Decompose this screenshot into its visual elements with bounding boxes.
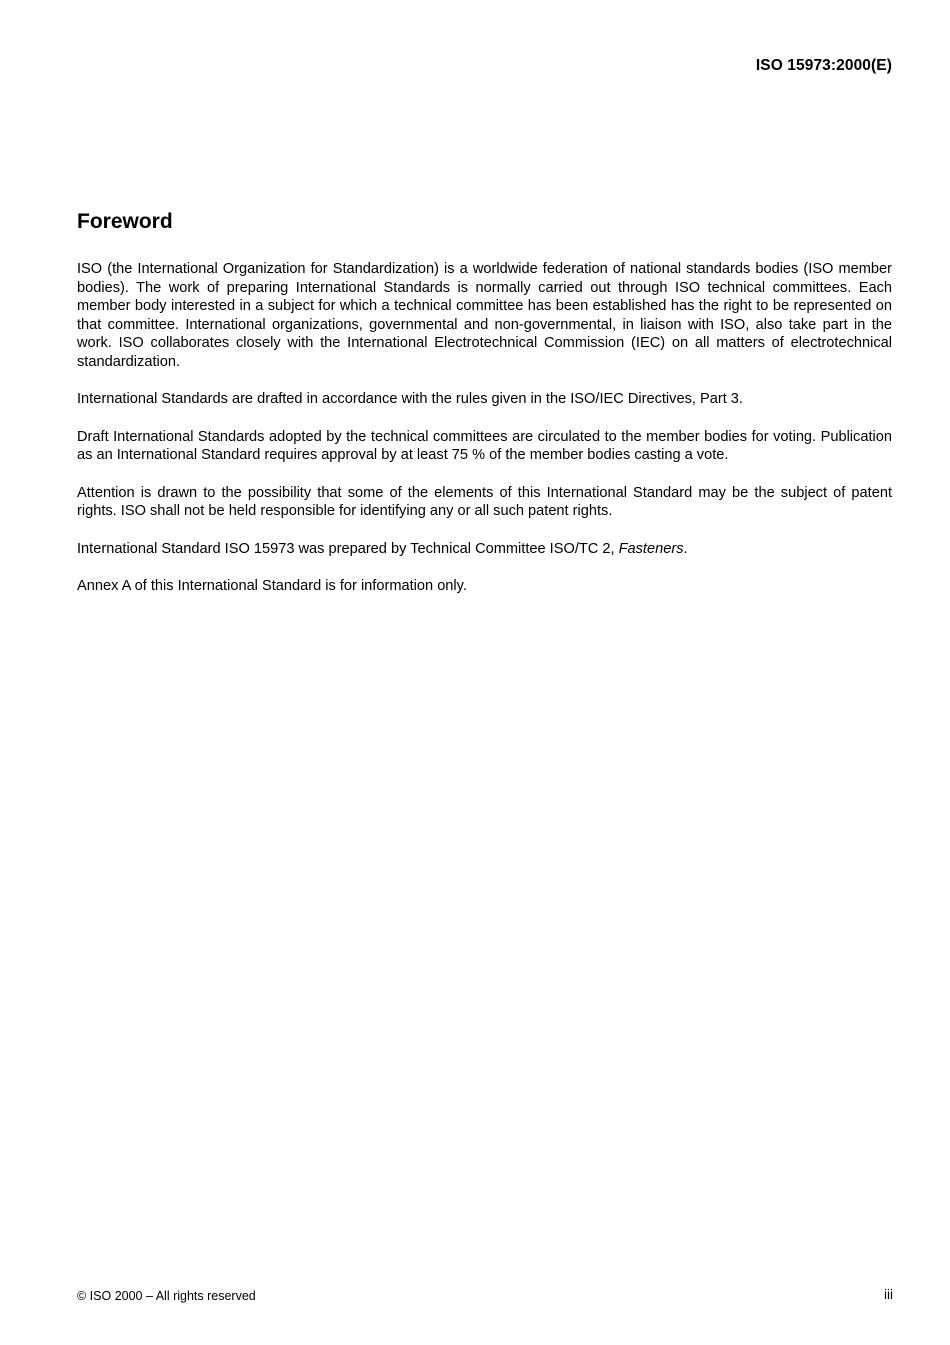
footer-copyright: © ISO 2000 – All rights reserved [77,1289,256,1303]
paragraph-drafting-rules: International Standards are drafted in accordance with the rules given in the ISO/IEC Directives, Part 3. [77,391,743,408]
prepared-by-suffix: . [683,540,688,557]
paragraph-voting: Draft International Standards adopted by the technical committees are circulated to the member bodies for voting. Publication as an International Standard requires approval by at least 75 % of the member bodies casting a vote. [77,428,892,464]
page-number: iii [884,1287,893,1302]
foreword-body [77,260,892,615]
foreword-heading: Foreword [77,210,173,233]
committee-name: Fasteners [618,540,684,557]
paragraph-patent-rights: Attention is drawn to the possibility that some of the elements of this International Standard may be the subject of patent rights. ISO shall not be held responsible for identifying any or all such patent rights. [77,484,892,520]
prepared-by-text: International Standard ISO 15973 was prepared by Technical Committee ISO/TC 2, [77,540,619,557]
document-id: ISO 15973:2000(E) [755,57,892,74]
paragraph-annex-note: Annex A of this International Standard is for information only. [77,578,467,595]
paragraph-prepared-by [77,540,892,559]
paragraph-iso-overview: ISO (the International Organization for Standardization) is a worldwide federation of national standards bodies (ISO member bodies). The work of preparing International Standards is normally carried out through ISO technical committees. Each member body interested in a subject for which a technical committee has been established has the right to be represented on that committee. International organizations, governmental and non-governmental, in liaison with ISO, also take part in the work. ISO collaborates closely with the International Electrotechnical Commission (IEC) on all matters of electrotechnical standardization. [77,261,892,370]
